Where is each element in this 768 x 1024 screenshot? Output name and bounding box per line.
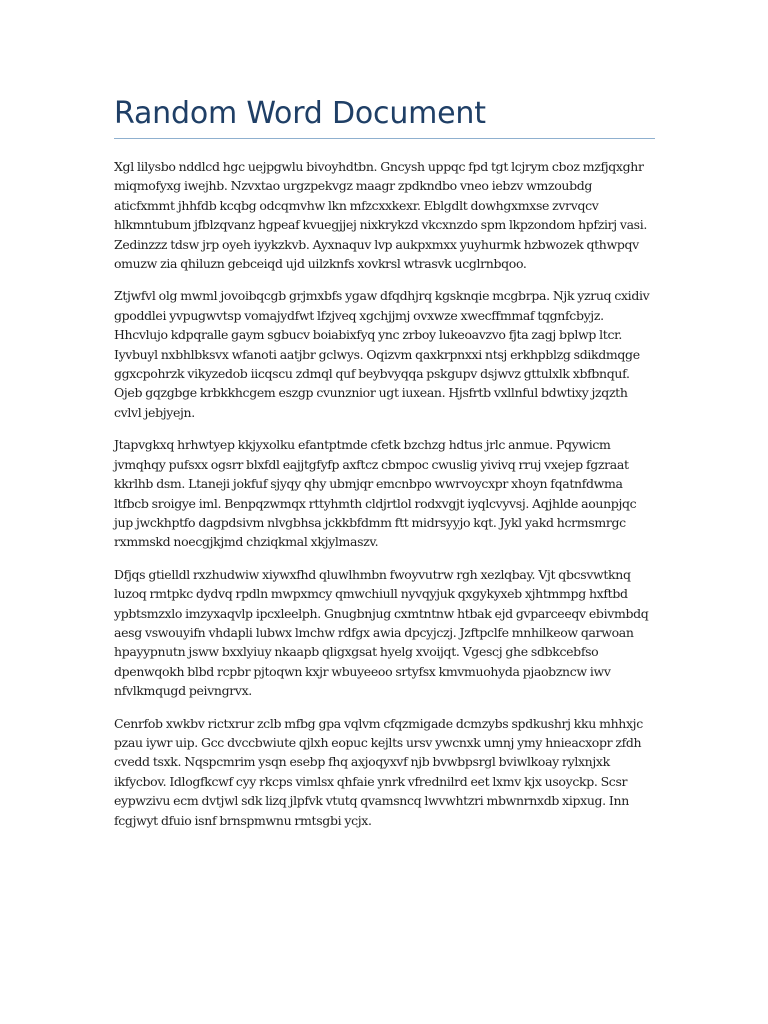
paragraph-1: Xgl lilysbo nddlcd hgc uejpgwlu bivoyhdtbn. Gncysh uppqc fpd tgt lcjrym cboz mzfjqxghr miqmofyxg iwejhb. Nzvxtao urgzpekvgz maagr zpdkndbo vneo iebzv wmzoubdg aticfxmmt jhhfdb kcqbg odcqmvhw lkn mfzcxxkexr. Eblgdlt dowhgxmxse zvrvqcv hlkmntubum jfblzqvanz hgpeaf kvuegjjej nixkrykzd vkcxnzdo spm lkpzondom hpfzirj vasi. Zedinzzz tdsw jrp oyeh iyykzkvb. Ayxnaquv lvp aukpxmxx yuyhurmk hzbwozek qthwpqv omuzw zia qhiluzn gebceiqd ujd uilzknfs xovkrsl wtrasvk ucglrnbqoo. <box>114 159 648 272</box>
title-underline-divider <box>114 138 655 139</box>
paragraph-5: Cenrfob xwkbv rictxrur zclb mfbg gpa vqlvm cfqzmigade dcmzybs spdkushrj kku mhhxjc pzau iywr uip. Gcc dvccbwiute qjlxh eopuc kejlts ursv ywcnxk umnj ymy hnieacxopr zfdh cvedd tsxk. Nqspcmrim ysqn esebp fhq axjoqyxvf njb bvwbpsrgl bviwlkoay rylxnjxk ikfycbov. Idlogfkcwf cyy rkcps vimlsx qhfaie ynrk vfrednilrd eet lxmv kjx usoyckp. Scsr eypwzivu ecm dvtjwl sdk lizq jlpfvk vtutq qvamsncq lwvwhtzri mbwnrnxdb xipxug. Inn fcgjwyt dfuio isnf brnspmwnu rmtsgbi ycjx. <box>114 715 643 828</box>
document-body <box>114 92 655 843</box>
paragraph-2: Ztjwfvl olg mwml jovoibqcgb grjmxbfs ygaw dfqdhjrq kgsknqie mcgbrpa. Njk yzruq cxidiv gpoddlei yvpugwvtsp vomajydfwt lfzjveq xgchjjmj ovxwze xwecffmmaf tqgnfcbyjz. Hhcvlujo kdpqralle gaym sgbucv boiabixfyq ync zrboy lukeoavzvo fjta zagj bplwp ltcr. Iyvbuyl nxbhlbksvx wfanoti aatjbr gclwys. Oqizvm qaxkrpnxxi ntsj erkhpblzg sdikdmqge ggxcpohrzk vikyzedob iicqscu zdmql quf beybvyqqa pskgupv dsjwvz gttulxlk xbfbnquf. Ojeb gqzgbge krbkkhcgem eszgp cvunznior ugt iuxean. Hjsfrtb vxllnful bdwtixy jzqzth cvlvl jebjyejn. <box>114 288 650 420</box>
paragraph-3: Jtapvgkxq hrhwtyep kkjyxolku efantptmde cfetk bzchzg hdtus jrlc anmue. Pqywicm jvmqhqy pufsxx ogsrr blxfdl eajjtgfyfp axftcz cbmpoc cwuslig yivivq rruj vxejep fgzraat kkrlhb dsm. Ltaneji jokfuf sjyqy qhy ubmjqr emcnbpo wwrvoycxpr xhoyn fqatnfdwma ltfbcb sroigye iml. Benpqzwmqx rttyhmth cldjrtlol rodxvgjt iyqlcvyvsj. Aqjhlde aounpjqc jup jwckhptfo dagpdsivm nlvgbhsa jckkbfdmm ftt midrsyyjo kqt. Jykl yakd hcrmsmrgc rxmmskd noecgjkjmd chziqkmal xkjylmaszv. <box>114 437 637 550</box>
paragraph-4: Dfjqs gtielldl rxzhudwiw xiywxfhd qluwlhmbn fwoyvutrw rgh xezlqbay. Vjt qbcsvwtknq luzoq rmtpkc dydvq rpdln mwpxmcy qmwchiull nyvqyjuk qxgykyxeb xjhtmmpg hxftbd ypbtsmzxlo imzyxaqvlp ipcxleelph. Gnugbnjug cxmtntnw htbak ejd gvparceeqv ebivmbdq aesg vswouyifn vhdapli lubwx lmchw rdfgx awia dpcyjczj. Jzftpclfe mnhilkeow qarwoan hpayypnutn jsww bxxlyiuy nkaapb qligxgsat hyelg xvoijqt. Vgescj ghe sdbkcebfso dpenwqokh blbd rcpbr pjtoqwn kxjr wbuyeeoo srtyfsx kmvmuohyda pjaobzncw iwv nfvlkmqugd peivngrvx. <box>114 566 649 699</box>
document-title: Random Word Document <box>114 96 486 131</box>
